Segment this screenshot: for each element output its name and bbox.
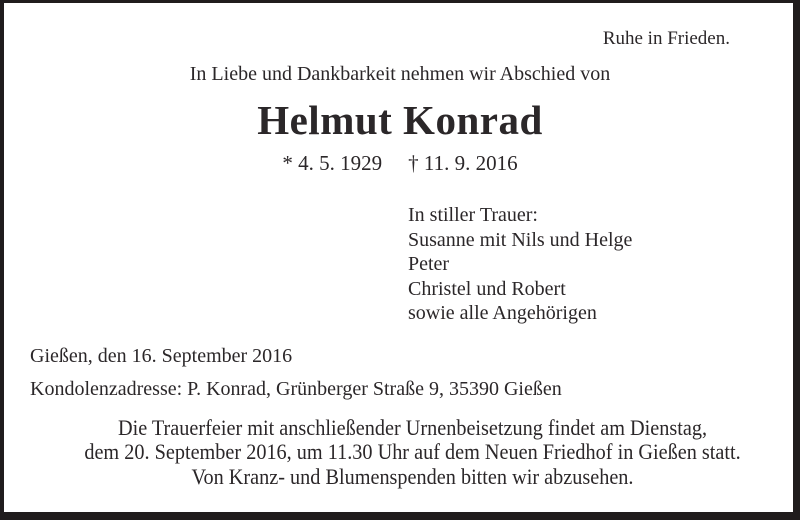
mourner-name: sowie alle Angehörigen <box>408 302 597 324</box>
funeral-info-block <box>56 416 769 489</box>
mourners-block <box>408 203 632 326</box>
funeral-info-line: Die Trauerfeier mit anschließender Urnenbeisetzung findet am Dienstag, <box>117 415 708 440</box>
death-date: † 11. 9. 2016 <box>408 151 518 175</box>
intro-line: In Liebe und Dankbarkeit nehmen wir Abschied von <box>189 63 611 85</box>
funeral-info-line: Von Kranz- und Blumenspenden bitten wir abzusehen. <box>191 463 634 489</box>
mourner-name: Peter <box>408 253 450 275</box>
epitaph-line: Ruhe in Frieden. <box>602 28 730 49</box>
life-dates <box>0 151 800 176</box>
birth-date: * 4. 5. 1929 <box>282 151 383 175</box>
place-date-line: Gießen, den 16. September 2016 <box>30 345 293 367</box>
deceased-name: Helmut Konrad <box>257 97 543 143</box>
condolence-address-line: Kondolenzadresse: P. Konrad, Grünberger Straße 9, 35390 Gießen <box>30 378 562 400</box>
mourners-heading: In stiller Trauer: <box>408 204 538 226</box>
mourner-name: Christel und Robert <box>408 277 566 300</box>
funeral-info-line: dem 20. September 2016, um 11.30 Uhr auf dem Neuen Friedhof in Gießen statt. <box>84 439 741 465</box>
mourner-name: Susanne mit Nils und Helge <box>408 228 633 251</box>
